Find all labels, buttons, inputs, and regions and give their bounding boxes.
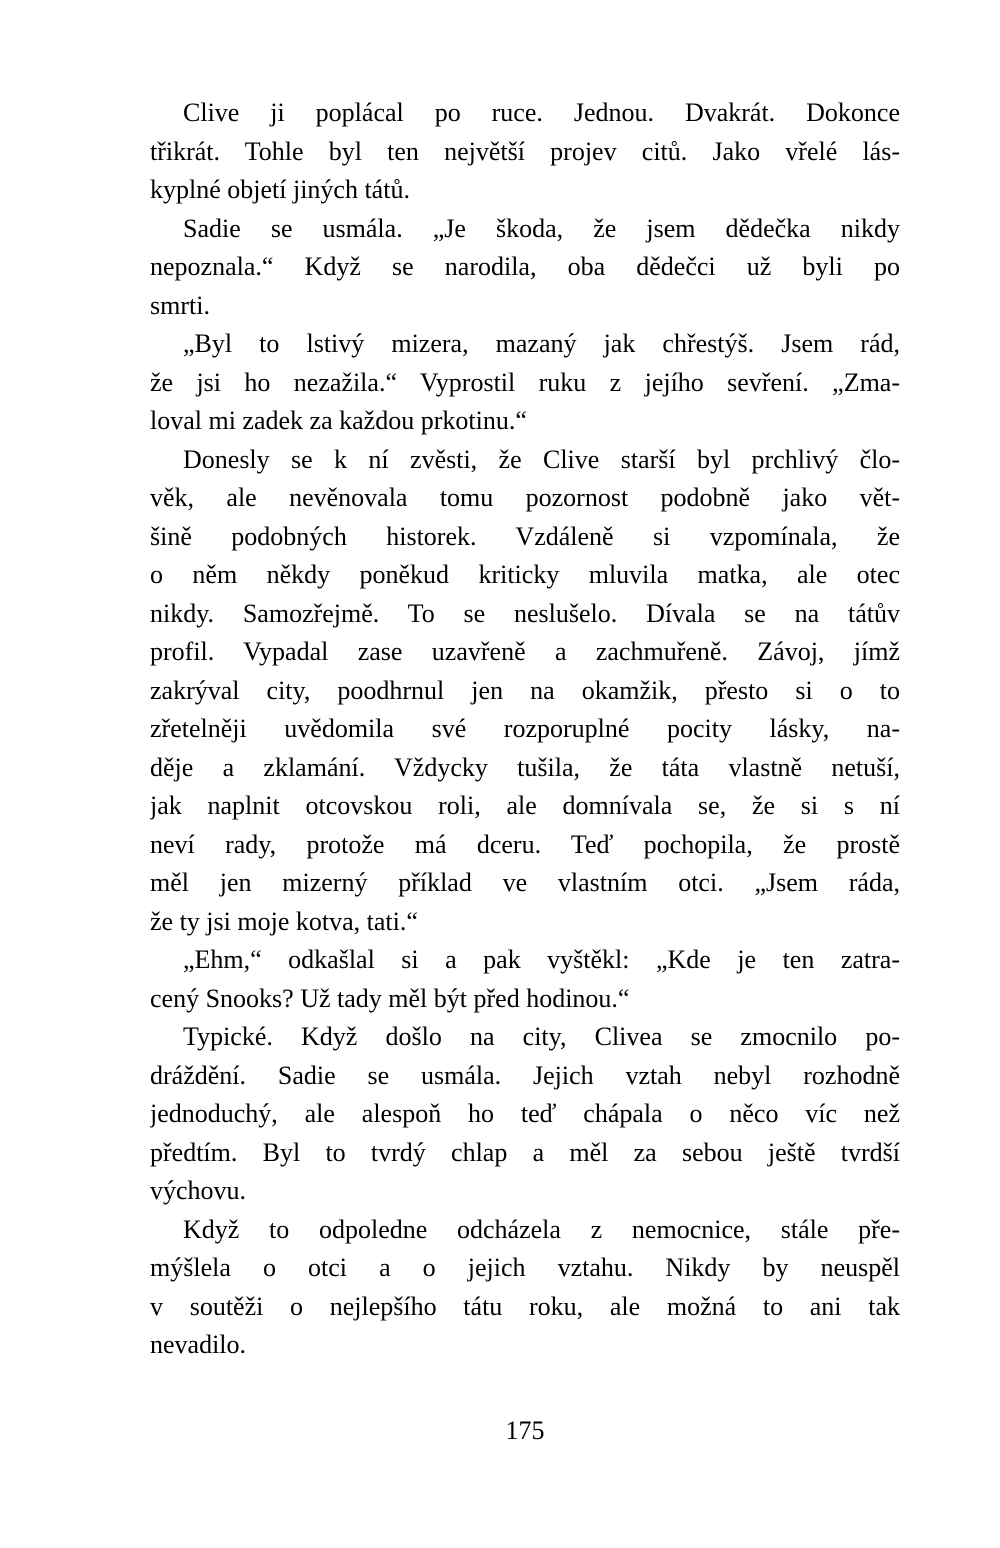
text-line: dráždění. Sadie se usmála. Jejich vztah nebyl rozhodně	[150, 1060, 900, 1090]
text-line: zakrýval city, poodhrnul jen na okamžik, přesto si o to	[150, 675, 900, 705]
text-line: o něm někdy poněkud kriticky mluvila matka, ale otec	[150, 560, 900, 589]
text-line: profil. Vypadal zase uzavřeně a zachmuřeně. Závoj, jímž	[150, 637, 900, 666]
text-line: smrti.	[150, 290, 210, 320]
text-line: věk, ale nevěnovala tomu pozornost podobně jako vět-	[150, 483, 900, 512]
text-line: nepoznala.“ Když se narodila, oba dědečci už byli po	[150, 252, 900, 281]
text-line: „Ehm,“ odkašlal si a pak vyštěkl: „Kde je ten zatra-	[183, 945, 900, 974]
text-line: Donesly se k ní zvěsti, že Clive starší byl prchlivý člo-	[183, 444, 900, 474]
paragraph	[150, 210, 900, 326]
text-line: jednoduchý, ale alespoň ho teď chápala o něco víc než	[150, 1099, 900, 1128]
text-line: nikdy. Samozřejmě. To se neslušelo. Dívala se na tátův	[150, 598, 900, 628]
text-line: výchovu.	[150, 1176, 247, 1205]
text-line: v soutěži o nejlepšího tátu roku, ale možná to ani tak	[150, 1291, 900, 1321]
text-line: loval mi zadek za každou prkotinu.“	[150, 406, 527, 435]
text-line: nevadilo.	[150, 1330, 247, 1359]
text-line: Typické. Když došlo na city, Clivea se zmocnilo po-	[183, 1022, 900, 1051]
text-line: zřetelněji uvědomila své rozporuplné pocity lásky, na-	[150, 714, 900, 743]
text-line: cený Snooks? Už tady měl být před hodinou.“	[150, 983, 630, 1013]
paragraph	[150, 1211, 900, 1365]
page-number: 175	[505, 1416, 545, 1445]
paragraph	[150, 441, 900, 942]
text-line: jak naplnit otcovskou roli, ale domnívala se, že si s ní	[150, 791, 900, 820]
text-line: šině podobných historek. Vzdáleně si vzpomínala, že	[150, 521, 900, 551]
paragraph	[150, 941, 900, 1018]
text-line: děje a zklamání. Vždycky tušila, že táta vlastně netuší,	[150, 752, 900, 782]
text-line: že ty jsi moje kotva, tati.“	[150, 906, 418, 936]
text-line: třikrát. Tohle byl ten největší projev citů. Jako vřelé lás-	[150, 136, 900, 166]
text-line: mýšlela o otci a o jejich vztahu. Nikdy by neuspěl	[150, 1253, 900, 1282]
text-line: kyplné objetí jiných tátů.	[150, 175, 410, 204]
paragraph	[150, 325, 900, 441]
text-line: Sadie se usmála. „Je škoda, že jsem dědečka nikdy	[183, 213, 900, 243]
paragraph	[150, 1018, 900, 1211]
text-line: Když to odpoledne odcházela z nemocnice, stále pře-	[183, 1214, 900, 1244]
text-line: měl jen mizerný příklad ve vlastním otci. „Jsem ráda,	[150, 868, 900, 897]
text-line: „Byl to lstivý mizera, mazaný jak chřestýš. Jsem rád,	[183, 329, 900, 358]
text-line: neví rady, protože má dceru. Teď pochopila, že prostě	[150, 829, 900, 859]
text-line: Clive ji poplácal po ruce. Jednou. Dvakrát. Dokonce	[183, 98, 900, 127]
paragraph	[150, 94, 900, 210]
text-line: předtím. Byl to tvrdý chlap a měl za sebou ještě tvrdší	[150, 1137, 900, 1167]
text-block	[150, 94, 900, 1365]
text-line: že jsi ho nezažila.“ Vyprostil ruku z jejího sevření. „Zma-	[150, 367, 900, 397]
